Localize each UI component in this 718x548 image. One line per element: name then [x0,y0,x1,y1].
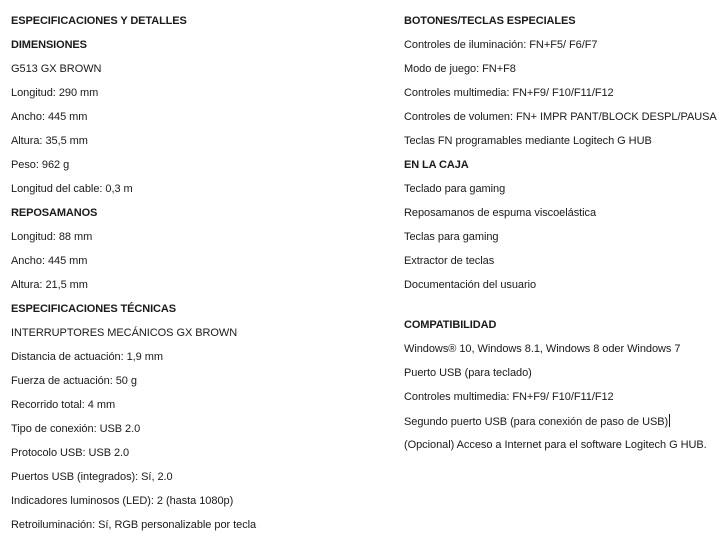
spec-line-modo-de-juego-fn-f8 [404,62,516,76]
line-text: Longitud del cable: 0,3 m [11,183,133,195]
line-text: Documentación del usuario [404,279,537,291]
spec-line-longitud-88-mm [11,230,92,244]
line-text: Longitud: 290 mm [11,87,99,99]
line-text: DIMENSIONES [11,39,87,51]
line-text: EN LA CAJA [404,159,469,171]
spec-line-teclas-fn-programables-mediante-logitech [404,134,652,148]
spec-line-g513-gx-brown [11,62,101,76]
line-text: Altura: 35,5 mm [11,135,88,147]
section-heading-reposamanos [11,206,97,220]
section-heading-en-la-caja [404,158,469,172]
line-text: Protocolo USB: USB 2.0 [11,447,130,459]
line-text: Tipo de conexión: USB 2.0 [11,423,141,435]
line-text: Puertos USB (integrados): Sí, 2.0 [11,471,173,483]
spec-line-indicadores-luminosos-led-2-hasta-1080p [11,494,233,508]
spec-line-puerto-usb-para-teclado [404,366,532,380]
spec-line-retroiluminacion-si-rgb-personalizable-p [11,518,256,532]
spec-line-extractor-de-teclas [404,254,494,268]
spec-line-recorrido-total-4-mm [11,398,115,412]
spec-line-altura-35-5-mm [11,134,88,148]
line-text: REPOSAMANOS [11,207,98,219]
line-text: Fuerza de actuación: 50 g [11,375,137,387]
spec-line-ancho-445-mm [11,110,87,124]
spec-line-reposamanos-de-espuma-viscoelastica [404,206,596,220]
spec-line-protocolo-usb-usb-2-0 [11,446,129,460]
line-text: Controles de volumen: FN+ IMPR PANT/BLOCK DESPL/PAUSA [404,111,717,123]
spec-line-ancho-445-mm [11,254,87,268]
line-text: Controles multimedia: FN+F9/ F10/F11/F12 [404,87,614,99]
spec-line-puertos-usb-integrados-si-2-0 [11,470,173,484]
line-text: Peso: 962 g [11,159,70,171]
line-text: Controles multimedia: FN+F9/ F10/F11/F12 [404,391,614,403]
line-text: ESPECIFICACIONES TÉCNICAS [11,303,176,315]
spec-line-segundo-puerto-usb-para-conexion-de-paso [404,414,670,429]
spec-line-controles-multimedia-fn-f9-f10-f11-f12 [404,390,614,404]
section-heading-compatibilidad [404,318,496,332]
line-text: Windows® 10, Windows 8.1, Windows 8 oder Windows 7 [404,343,681,355]
line-text: Recorrido total: 4 mm [11,399,116,411]
line-text: ESPECIFICACIONES Y DETALLES [11,15,187,27]
line-text: Retroiluminación: Sí, RGB personalizable por tecla [11,519,257,531]
line-text: Ancho: 445 mm [11,111,88,123]
spec-line-opcional-acceso-a-internet-para-el-softw [404,438,707,452]
spec-line-interruptores-mecanicos-gx-brown [11,326,237,340]
spec-line-teclado-para-gaming [404,182,505,196]
line-text: INTERRUPTORES MECÁNICOS GX BROWN [11,327,238,339]
spec-line-tipo-de-conexion-usb-2-0 [11,422,140,436]
line-text: Altura: 21,5 mm [11,279,88,291]
spec-line-controles-de-iluminacion-fn-f5-f6-f7 [404,38,597,52]
line-text: Puerto USB (para teclado) [404,367,532,379]
line-text: BOTONES/TECLAS ESPECIALES [404,15,576,27]
line-text: Indicadores luminosos (LED): 2 (hasta 1080p) [11,495,234,507]
section-heading-especificaciones-tecnicas [11,302,176,316]
spec-line-teclas-para-gaming [404,230,499,244]
section-heading-dimensiones [11,38,87,52]
line-text: Ancho: 445 mm [11,255,88,267]
section-heading-botones-teclas-especiales [404,14,576,28]
spec-line-distancia-de-actuacion-1-9-mm [11,350,163,364]
line-text: Extractor de teclas [404,255,495,267]
spec-line-altura-21-5-mm [11,278,88,292]
line-text: (Opcional) Acceso a Internet para el software Logitech G HUB. [404,439,707,451]
line-text: Teclado para gaming [404,183,506,195]
line-text: Longitud: 88 mm [11,231,93,243]
line-text: Teclas FN programables mediante Logitech G HUB [404,135,652,147]
line-text: Controles de iluminación: FN+F5/ F6/F7 [404,39,598,51]
spec-line-fuerza-de-actuacion-50-g [11,374,137,388]
spec-line-documentacion-del-usuario [404,278,536,292]
spec-line-longitud-290-mm [11,86,98,100]
spec-line-longitud-del-cable-0-3-m [11,182,133,196]
line-text: Modo de juego: FN+F8 [404,63,516,75]
line-text: G513 GX BROWN [11,63,102,75]
line-text: Teclas para gaming [404,231,499,243]
spec-line-controles-multimedia-fn-f9-f10-f11-f12 [404,86,614,100]
text-cursor [669,414,670,427]
spec-line-windows-10-windows-8-1-windows-8-oder-wi [404,342,680,356]
section-heading-especificaciones-y-detalles [11,14,187,28]
line-text: Distancia de actuación: 1,9 mm [11,351,163,363]
spec-line-peso-962-g [11,158,69,172]
line-text: COMPATIBILIDAD [404,319,497,331]
line-text: Reposamanos de espuma viscoelástica [404,207,597,219]
line-text: Segundo puerto USB (para conexión de paso de USB) [404,416,669,428]
spec-line-controles-de-volumen-fn-impr-pant-block- [404,110,717,124]
